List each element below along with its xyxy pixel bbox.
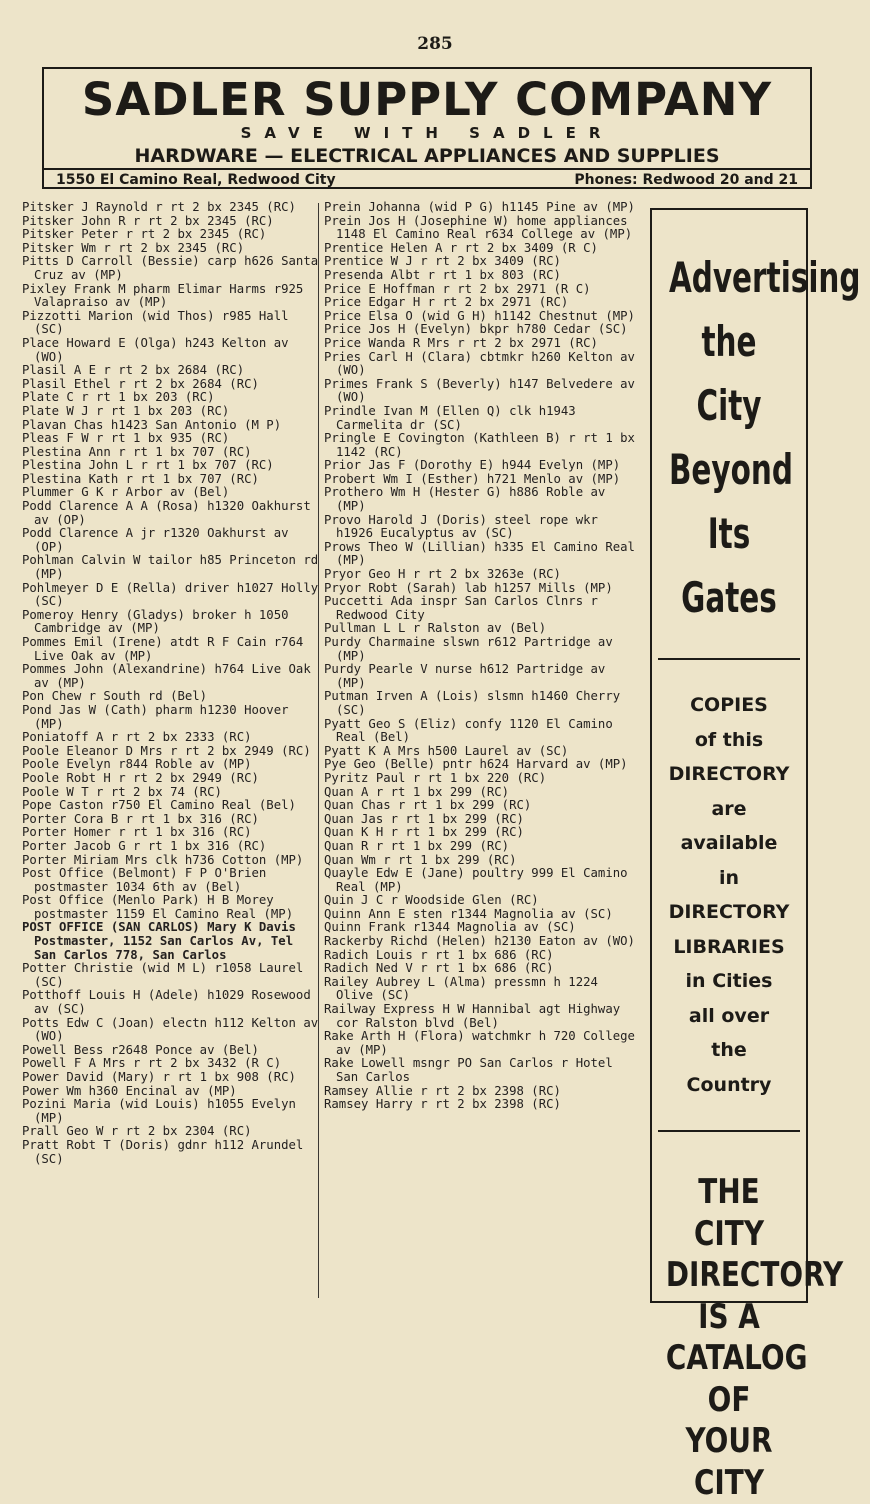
directory-entry: Pye Geo (Belle) pntr h624 Harvard av (MP): [324, 757, 628, 772]
directory-entry: Prentice W J r rt 2 bx 3409 (RC): [324, 254, 561, 269]
directory-entry: Prior Jas F (Dorothy E) h944 Evelyn (MP): [324, 458, 621, 473]
directory-entry: Quan R r rt 1 bx 299 (RC): [324, 838, 510, 853]
banner-company-name: SADLER SUPPLY COMPANY: [81, 73, 773, 126]
ad-middle-line: are: [711, 797, 747, 820]
directory-entry: Rake Lowell msngr PO San Carlos r Hotel San Carlos: [324, 1056, 613, 1084]
directory-entry: Prentice Helen A r rt 2 bx 3409 (R C): [324, 240, 598, 255]
directory-entry: Pratt Robt T (Doris) gdnr h112 Arundel (SC): [22, 1137, 304, 1166]
directory-entry: Price E Hoffman r rt 2 bx 2971 (R C): [324, 281, 591, 296]
directory-entry: Pringle E Covington (Kathleen B) r rt 1 bx 1142 (RC): [324, 431, 635, 459]
directory-entry: Plasil Ethel r rt 2 bx 2684 (RC): [22, 376, 259, 391]
directory-entry: Primes Frank S (Beverly) h147 Belvedere av (WO): [324, 376, 635, 405]
directory-entry: Power Wm h360 Encinal av (MP): [22, 1083, 237, 1098]
directory-entry: Quan Jas r rt 1 bx 299 (RC): [324, 811, 524, 826]
directory-entry: Pitsker Wm r rt 2 bx 2345 (RC): [22, 240, 245, 255]
directory-entry: Pullman L L r Ralston av (Bel): [324, 621, 547, 636]
directory-entry: Post Office (Belmont) F P O'Brien postmaster 1034 6th av (Bel): [22, 866, 267, 894]
directory-entry: Plasil A E r rt 2 bx 2684 (RC): [22, 363, 245, 378]
directory-entry: Quinn Frank r1344 Magnolia av (SC): [324, 920, 576, 935]
ad-top-line: Its Gates: [681, 509, 777, 622]
ad-middle-line: in: [718, 866, 740, 889]
directory-entry: Plestina Kath r rt 1 bx 707 (RC): [22, 471, 259, 486]
ad-bottom-slogan: [665, 1172, 844, 1504]
directory-entry: Prein Johanna (wid P G) h1145 Pine av (MP): [324, 200, 635, 214]
directory-entry: Prall Geo W r rt 2 bx 2304 (RC): [22, 1124, 252, 1139]
directory-entry: Pomeroy Henry (Gladys) broker h 1050 Cambridge av (MP): [22, 607, 289, 636]
directory-entry: Place Howard E (Olga) h243 Kelton av (WO): [22, 335, 289, 364]
directory-entry: Price Edgar H r rt 2 bx 2971 (RC): [324, 295, 569, 310]
ad-middle-line: DIRECTORY: [668, 901, 790, 923]
middle-listing-column: [324, 201, 636, 1112]
directory-entry: Radich Louis r rt 1 bx 686 (RC): [324, 947, 554, 962]
ad-middle-text: [652, 688, 806, 1102]
directory-entry: Pohlman Calvin W tailor h85 Princeton rd (MP): [22, 553, 319, 582]
directory-entry: Putman Irven A (Lois) slsmn h1460 Cherry (SC): [324, 689, 621, 717]
directory-entry: Presenda Albt r rt 1 bx 803 (RC): [324, 267, 561, 282]
directory-entry: Plestina John L r rt 1 bx 707 (RC): [22, 458, 274, 473]
directory-entry: Pon Chew r South rd (Bel): [22, 689, 208, 704]
directory-entry: Purdy Pearle V nurse h612 Partridge av (MP): [324, 662, 606, 690]
directory-entry: Plate W J r rt 1 bx 203 (RC): [22, 403, 230, 418]
directory-entry: Probert Wm I (Esther) h721 Menlo av (MP): [324, 471, 621, 486]
ad-middle-line: COPIES: [690, 694, 768, 716]
ad-top-line: the City: [696, 317, 762, 430]
ad-bottom-line: IS A: [698, 1296, 760, 1337]
page-number: 285: [417, 34, 453, 54]
directory-entry: Quan Chas r rt 1 bx 299 (RC): [324, 798, 532, 813]
directory-entry: Quan A r rt 1 bx 299 (RC): [324, 784, 510, 799]
ad-separator: [658, 658, 800, 660]
directory-entry: Pitts D Carroll (Bessie) carp h626 Santa Cruz av (MP): [22, 254, 319, 282]
banner-phones: Phones: Redwood 20 and 21: [574, 172, 798, 188]
directory-entry: Pond Jas W (Cath) pharm h1230 Hoover (MP): [22, 702, 289, 731]
directory-entry: Rackerby Richd (Helen) h2130 Eaton av (WO): [324, 934, 635, 949]
directory-entry: Poole Robt H r rt 2 bx 2949 (RC): [22, 770, 259, 785]
directory-entry: Porter Cora B r rt 1 bx 316 (RC): [22, 811, 259, 826]
directory-entry: Prindle Ivan M (Ellen Q) clk h1943 Carmelita dr (SC): [324, 403, 576, 432]
ad-middle-line: LIBRARIES: [673, 935, 785, 958]
ad-top-slogan: [668, 246, 861, 630]
directory-entry: Plummer G K r Arbor av (Bel): [22, 485, 230, 500]
directory-entry: Plestina Ann r rt 1 bx 707 (RC): [22, 444, 252, 459]
directory-entry: Quayle Edw E (Jane) poultry 999 El Camino Real (MP): [324, 866, 628, 894]
directory-entry: Poole W T r rt 2 bx 74 (RC): [22, 784, 222, 799]
directory-entry: Pitsker John R r rt 2 bx 2345 (RC): [22, 213, 274, 228]
directory-entry: Pozini Maria (wid Louis) h1055 Evelyn (MP): [22, 1097, 296, 1125]
banner-address: 1550 El Camino Real, Redwood City: [56, 172, 336, 188]
directory-entry: Podd Clarence A jr r1320 Oakhurst av (OP): [22, 526, 289, 554]
directory-entry: Poole Eleanor D Mrs r rt 2 bx 2949 (RC): [22, 743, 311, 758]
directory-entry: Quan K H r rt 1 bx 299 (RC): [324, 825, 524, 840]
ad-middle-line: in Cities: [685, 970, 773, 992]
left-listing-column: [22, 201, 319, 1166]
ad-middle-line: all over: [688, 1004, 770, 1027]
directory-entry: Potts Edw C (Joan) electn h112 Kelton av (WO): [22, 1015, 319, 1044]
banner-product-lines: HARDWARE — ELECTRICAL APPLIANCES AND SUPPLIES: [134, 145, 720, 167]
directory-entry: Podd Clarence A A (Rosa) h1320 Oakhurst av (OP): [22, 499, 311, 527]
directory-entry: Power David (Mary) r rt 1 bx 908 (RC): [22, 1070, 296, 1084]
banner-tagline: SAVE WITH SADLER: [240, 124, 614, 142]
directory-entry: Powell Bess r2648 Ponce av (Bel): [22, 1042, 259, 1057]
directory-entry: Pries Carl H (Clara) cbtmkr h260 Kelton av (WO): [324, 349, 635, 378]
directory-entry: Porter Homer r rt 1 bx 316 (RC): [22, 825, 252, 840]
directory-entry: Price Elsa O (wid G H) h1142 Chestnut (MP): [324, 308, 635, 323]
directory-entry: Pyritz Paul r rt 1 bx 220 (RC): [324, 770, 547, 785]
directory-entry: Railey Aubrey L (Alma) pressmn h 1224 Olive (SC): [324, 974, 598, 1003]
directory-entry: Quinn Ann E sten r1344 Magnolia av (SC): [324, 906, 613, 921]
directory-entry: Powell F A Mrs r rt 2 bx 3432 (R C): [22, 1056, 282, 1071]
sadler-supply-ad-banner: [42, 67, 812, 189]
directory-entry: Pizzotti Marion (wid Thos) r985 Hall (SC): [22, 308, 289, 337]
directory-entry: Pyatt Geo S (Eliz) confy 1120 El Camino Real (Bel): [324, 716, 613, 745]
directory-entry: Poole Evelyn r844 Roble av (MP): [22, 757, 252, 772]
directory-entry: Poniatoff A r rt 2 bx 2333 (RC): [22, 730, 252, 745]
ad-bottom-line: YOUR CITY: [685, 1421, 773, 1503]
directory-entry: Rake Arth H (Flora) watchmkr h 720 College av (MP): [324, 1029, 635, 1057]
directory-entry: Pryor Robt (Sarah) lab h1257 Mills (MP): [324, 580, 613, 595]
directory-entry: Price Jos H (Evelyn) bkpr h780 Cedar (SC): [324, 322, 628, 337]
directory-entry: Provo Harold J (Doris) steel rope wkr h1926 Eucalyptus av (SC): [324, 512, 598, 541]
directory-entry: Price Wanda R Mrs r rt 2 bx 2971 (RC): [324, 335, 598, 350]
ad-bottom-line: DIRECTORY: [665, 1255, 844, 1295]
directory-entry: Prows Theo W (Lillian) h335 El Camino Real (MP): [324, 539, 635, 568]
directory-entry: Pohlmeyer D E (Rella) driver h1027 Holly (SC): [22, 580, 319, 609]
directory-entry: Prothero Wm H (Hester G) h886 Roble av (MP): [324, 485, 606, 514]
directory-entry: Ramsey Allie r rt 2 bx 2398 (RC): [324, 1083, 561, 1098]
directory-entry: Quan Wm r rt 1 bx 299 (RC): [324, 852, 517, 867]
directory-entry: Post Office (Menlo Park) H B Morey postmaster 1159 El Camino Real (MP): [22, 893, 294, 921]
directory-advertisement: [650, 208, 861, 1503]
ad-bottom-line: CATALOG: [665, 1338, 808, 1378]
directory-entry: Railway Express H W Hannibal agt Highway cor Ralston blvd (Bel): [324, 1002, 621, 1030]
banner-rule: [44, 168, 810, 170]
ad-bottom-line: THE CITY: [693, 1172, 765, 1254]
directory-entry: Pleas F W r rt 1 bx 935 (RC): [22, 431, 230, 446]
directory-entry: Plate C r rt 1 bx 203 (RC): [22, 390, 215, 405]
ad-top-line: Advertising: [668, 253, 861, 302]
directory-entry: Pommes John (Alexandrine) h764 Live Oak av (MP): [22, 662, 311, 690]
directory-entry: Plavan Chas h1423 San Antonio (M P): [22, 417, 282, 432]
ad-middle-line: of this: [694, 728, 764, 751]
directory-entry: Pommes Emil (Irene) atdt R F Cain r764 Live Oak av (MP): [22, 635, 304, 663]
directory-entry: Pitsker J Raynold r rt 2 bx 2345 (RC): [22, 200, 296, 214]
ad-middle-line: DIRECTORY: [668, 763, 790, 785]
directory-entry: Purdy Charmaine slswn r612 Partridge av (MP): [324, 635, 613, 663]
directory-entry: Pope Caston r750 El Camino Real (Bel): [22, 798, 296, 813]
directory-entry: POST OFFICE (SAN CARLOS) Mary K Davis Postmaster, 1152 San Carlos Av, Tel San Carlos 778, San Carlos: [22, 920, 296, 962]
directory-entry: Pixley Frank M pharm Elimar Harms r925 Valapraiso av (MP): [22, 281, 304, 310]
ad-middle-line: available: [680, 832, 778, 854]
ad-middle-line: Country: [686, 1073, 772, 1096]
directory-entry: Porter Miriam Mrs clk h736 Cotton (MP): [22, 852, 304, 867]
directory-entry: Porter Jacob G r rt 1 bx 316 (RC): [22, 838, 267, 853]
directory-entry: Radich Ned V r rt 1 bx 686 (RC): [324, 961, 554, 976]
directory-entry: Potter Christie (wid M L) r1058 Laurel (SC): [22, 961, 304, 989]
ad-separator: [658, 1130, 800, 1132]
column-divider: [318, 203, 319, 1298]
directory-entry: Pyatt K A Mrs h500 Laurel av (SC): [324, 743, 569, 758]
ad-top-line: Beyond: [668, 445, 793, 494]
directory-entry: Quin J C r Woodside Glen (RC): [324, 893, 539, 908]
directory-entry: Prein Jos H (Josephine W) home appliances 1148 El Camino Real r634 College av (MP): [324, 213, 633, 242]
directory-entry: Pitsker Peter r rt 2 bx 2345 (RC): [22, 227, 267, 242]
directory-entry: Potthoff Louis H (Adele) h1029 Rosewood av (SC): [22, 988, 311, 1017]
directory-entry: Pryor Geo H r rt 2 bx 3263e (RC): [324, 567, 561, 582]
ad-middle-line: the: [711, 1039, 747, 1061]
directory-entry: Puccetti Ada inspr San Carlos Clnrs r Redwood City: [324, 594, 598, 622]
directory-entry: Ramsey Harry r rt 2 bx 2398 (RC): [324, 1097, 561, 1112]
ad-bottom-line: OF: [707, 1379, 751, 1420]
